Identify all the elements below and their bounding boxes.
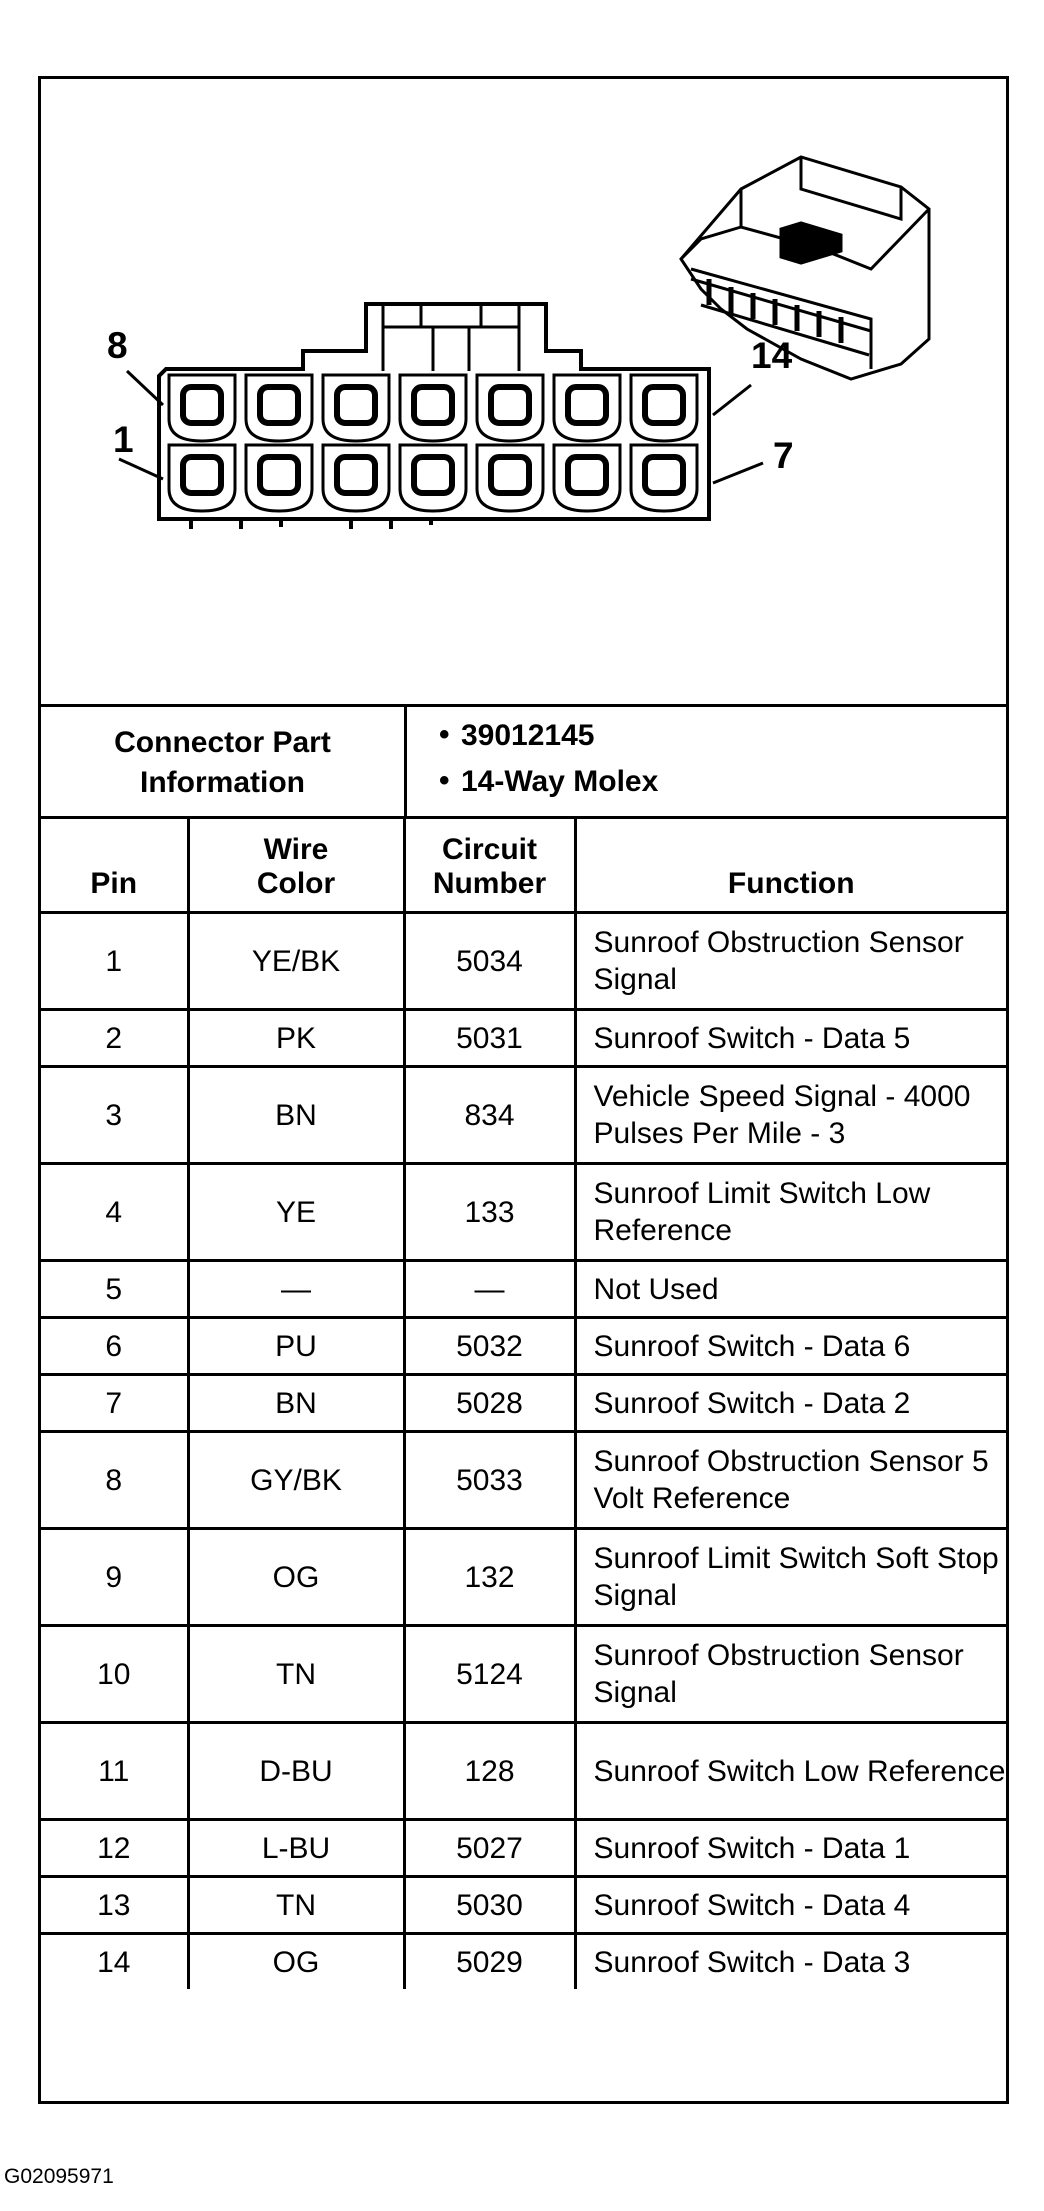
- cell-wire-color: BN: [188, 1067, 404, 1164]
- cell-function: Sunroof Switch - Data 4: [575, 1877, 1006, 1934]
- pin-cavity: [323, 375, 389, 441]
- cell-circuit-number: 132: [404, 1529, 575, 1626]
- cell-wire-color: OG: [188, 1529, 404, 1626]
- cell-wire-color: TN: [188, 1626, 404, 1723]
- pin-cavity: [323, 445, 389, 511]
- header-circuit-number: Circuit Number: [404, 819, 575, 913]
- connector-latch: [383, 304, 519, 371]
- cell-pin: 7: [41, 1375, 188, 1432]
- cell-wire-color: TN: [188, 1877, 404, 1934]
- cell-function: Vehicle Speed Signal - 4000 Pulses Per Mile - 3: [575, 1067, 1006, 1164]
- cell-wire-color: —: [188, 1261, 404, 1318]
- table-row: [41, 1723, 1006, 1820]
- connector-sheet: [38, 76, 1009, 2104]
- cell-wire-color: YE: [188, 1164, 404, 1261]
- cell-function: Sunroof Switch - Data 5: [575, 1010, 1006, 1067]
- cell-pin: 9: [41, 1529, 188, 1626]
- pin-cavity: [631, 445, 697, 511]
- cell-pin: 6: [41, 1318, 188, 1375]
- cell-function: Sunroof Switch Low Reference: [575, 1723, 1006, 1820]
- cell-function: Sunroof Limit Switch Soft Stop Signal: [575, 1529, 1006, 1626]
- pin-cavity: [477, 445, 543, 511]
- cell-function: Sunroof Switch - Data 3: [575, 1934, 1006, 1990]
- pin-cavity: [246, 375, 312, 441]
- pin-label-8: 8: [107, 325, 128, 366]
- cell-pin: 3: [41, 1067, 188, 1164]
- cell-wire-color: OG: [188, 1934, 404, 1990]
- cell-pin: 12: [41, 1820, 188, 1877]
- cell-function: Sunroof Obstruction Sensor 5 Volt Reference: [575, 1432, 1006, 1529]
- table-row: [41, 1164, 1006, 1261]
- connector-part-information: [41, 707, 1006, 819]
- cell-circuit-number: —: [404, 1261, 575, 1318]
- connector-info-values: [407, 707, 1006, 816]
- cell-circuit-number: 128: [404, 1723, 575, 1820]
- cell-wire-color: L-BU: [188, 1820, 404, 1877]
- cell-circuit-number: 5027: [404, 1820, 575, 1877]
- cell-circuit-number: 5030: [404, 1877, 575, 1934]
- header-function: Function: [575, 819, 1006, 913]
- table-row: [41, 1432, 1006, 1529]
- cell-circuit-number: 5034: [404, 913, 575, 1010]
- table-row: [41, 913, 1006, 1010]
- table-row: [41, 1261, 1006, 1318]
- cell-function: Sunroof Obstruction Sensor Signal: [575, 913, 1006, 1010]
- pin-label-1: 1: [113, 419, 134, 460]
- cell-pin: 5: [41, 1261, 188, 1318]
- pin-cavity: [400, 375, 466, 441]
- cell-wire-color: D-BU: [188, 1723, 404, 1820]
- connector-face-drawing: [41, 79, 1006, 704]
- connector-info-heading: Connector Part Information: [41, 707, 407, 816]
- pin-cavity: [246, 445, 312, 511]
- connector-diagram: [41, 79, 1006, 707]
- pin-label-7: 7: [773, 435, 794, 476]
- pin-cavity: [554, 445, 620, 511]
- table-row: [41, 1375, 1006, 1432]
- cell-circuit-number: 5031: [404, 1010, 575, 1067]
- cell-circuit-number: 5124: [404, 1626, 575, 1723]
- cell-pin: 8: [41, 1432, 188, 1529]
- cell-pin: 11: [41, 1723, 188, 1820]
- table-row: [41, 1934, 1006, 1990]
- pin-cavity: [631, 375, 697, 441]
- table-row: [41, 1529, 1006, 1626]
- cell-pin: 13: [41, 1877, 188, 1934]
- figure-id: G02095971: [4, 2165, 114, 2188]
- cell-circuit-number: 5032: [404, 1318, 575, 1375]
- pin-label-14: 14: [751, 335, 793, 376]
- pin-cavities: [169, 375, 697, 511]
- cell-wire-color: GY/BK: [188, 1432, 404, 1529]
- pin-cavity: [169, 375, 235, 441]
- cell-function: Sunroof Switch - Data 1: [575, 1820, 1006, 1877]
- table-row: [41, 1067, 1006, 1164]
- cell-function: Sunroof Limit Switch Low Reference: [575, 1164, 1006, 1261]
- cell-wire-color: YE/BK: [188, 913, 404, 1010]
- cell-pin: 10: [41, 1626, 188, 1723]
- pin-cavity: [554, 375, 620, 441]
- table-row: [41, 1626, 1006, 1723]
- part-number: • 39012145: [461, 713, 1006, 759]
- cell-wire-color: PU: [188, 1318, 404, 1375]
- cell-circuit-number: 5033: [404, 1432, 575, 1529]
- cell-pin: 2: [41, 1010, 188, 1067]
- cell-pin: 4: [41, 1164, 188, 1261]
- connector-type: • 14-Way Molex: [461, 759, 1006, 805]
- table-row: [41, 1877, 1006, 1934]
- cell-wire-color: BN: [188, 1375, 404, 1432]
- pin-cavity: [169, 445, 235, 511]
- header-wire-color: Wire Color: [188, 819, 404, 913]
- pin-cavity: [477, 375, 543, 441]
- cell-wire-color: PK: [188, 1010, 404, 1067]
- table-row: [41, 1010, 1006, 1067]
- cell-function: Sunroof Switch - Data 2: [575, 1375, 1006, 1432]
- cell-pin: 14: [41, 1934, 188, 1990]
- pinout-table: [41, 819, 1006, 1989]
- table-row: [41, 1820, 1006, 1877]
- cell-function: Sunroof Obstruction Sensor Signal: [575, 1626, 1006, 1723]
- cell-circuit-number: 133: [404, 1164, 575, 1261]
- cell-circuit-number: 5029: [404, 1934, 575, 1990]
- cell-pin: 1: [41, 913, 188, 1010]
- pin-cavity: [400, 445, 466, 511]
- cell-circuit-number: 5028: [404, 1375, 575, 1432]
- cell-circuit-number: 834: [404, 1067, 575, 1164]
- connector-3d-illustration: [681, 157, 929, 379]
- cell-function: Not Used: [575, 1261, 1006, 1318]
- table-row: [41, 1318, 1006, 1375]
- header-pin: Pin: [41, 819, 188, 913]
- cell-function: Sunroof Switch - Data 6: [575, 1318, 1006, 1375]
